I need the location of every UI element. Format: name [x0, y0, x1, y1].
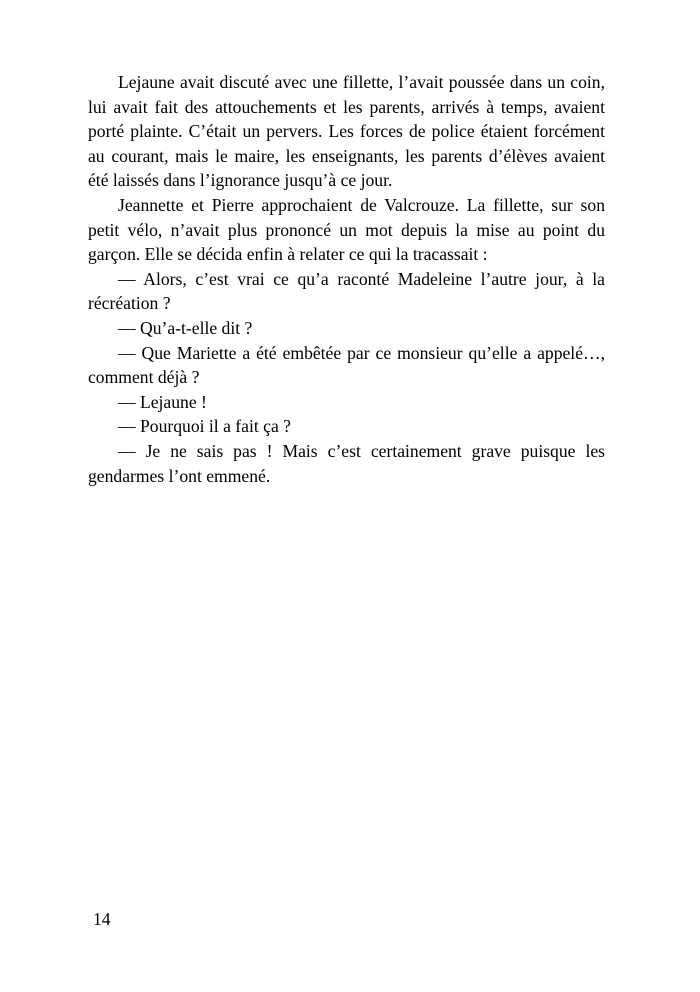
text-line: Jeannette et Pierre approchaient de Valcrouze. La fillette, sur son — [118, 194, 605, 215]
text-line: été laissés dans l’ignorance jusqu’à ce jour. — [88, 170, 393, 191]
text-line: récréation ? — [88, 293, 171, 314]
text-line: porté plainte. C’était un pervers. Les forces de police étaient forcément — [88, 121, 605, 142]
text-line: lui avait fait des attouchements et les parents, arrivés à temps, avaient — [88, 96, 605, 117]
text-line: gendarmes l’ont emmené. — [88, 465, 271, 486]
text-line: — Je ne sais pas ! Mais c’est certainement grave puisque les — [118, 440, 605, 461]
text-line: au courant, mais le maire, les enseignants, les parents d’élèves avaient — [88, 145, 605, 166]
paragraph — [88, 70, 605, 193]
paragraph — [88, 267, 605, 316]
text-line: garçon. Elle se décida enfin à relater ce qui la tracassait : — [88, 244, 488, 265]
paragraph — [88, 193, 605, 267]
text-line: — Qu’a-t-elle dit ? — [118, 317, 253, 338]
text-line: — Alors, c’est vrai ce qu’a raconté Madeleine l’autre jour, à la — [118, 268, 605, 289]
text-line: — Pourquoi il a fait ça ? — [118, 416, 291, 437]
text-line: — Lejaune ! — [118, 391, 207, 412]
page-number: 14 — [93, 909, 111, 929]
paragraph — [88, 316, 605, 341]
paragraph — [88, 390, 605, 415]
paragraph — [88, 439, 605, 488]
paragraph — [88, 341, 605, 390]
text-line: petit vélo, n’avait plus prononcé un mot depuis la mise au point du — [88, 219, 605, 240]
text-line: comment déjà ? — [88, 367, 200, 388]
text-line: Lejaune avait discuté avec une fillette, l’avait poussée dans un coin, — [118, 72, 605, 92]
text-line: — Que Mariette a été embêtée par ce monsieur qu’elle a appelé…, — [118, 342, 605, 363]
paragraph — [88, 414, 605, 439]
body-text — [88, 70, 605, 488]
